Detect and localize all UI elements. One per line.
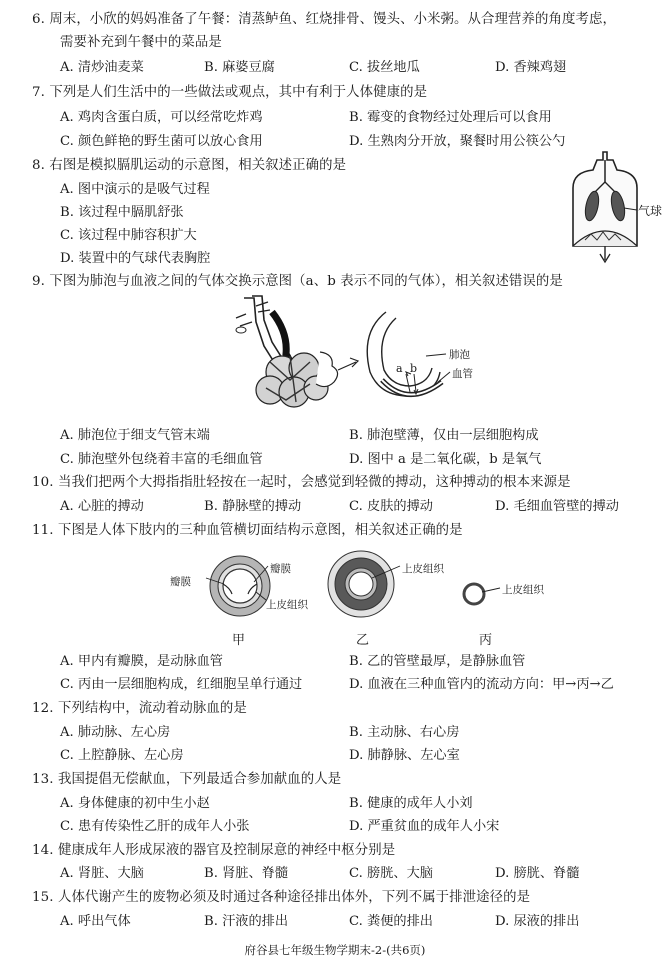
q11-jia-epithelium-label: 上皮组织 xyxy=(266,599,308,611)
q8-stem: 8. 右图是模拟膈肌运动的示意图，相关叙述正确的是 xyxy=(32,158,347,173)
q7-option-d: D. 生熟肉分开放，聚餐时用公筷公勺 xyxy=(349,134,566,149)
q8-option-d: D. 装置中的气球代表胸腔 xyxy=(60,251,211,266)
q9-option-c: C. 肺泡壁外包绕着丰富的毛细血管 xyxy=(60,452,263,467)
q12-option-a: A. 肺动脉、左心房 xyxy=(60,725,171,740)
q9-vessel-label: 血管 xyxy=(452,368,473,380)
q13-option-b: B. 健康的成年人小刘 xyxy=(349,796,473,811)
q10-option-c: C. 皮肤的搏动 xyxy=(349,499,433,514)
q7-option-b: B. 霉变的食物经过处理后可以食用 xyxy=(349,110,552,125)
q9-option-b: B. 肺泡壁薄，仅由一层细胞构成 xyxy=(349,428,539,443)
q14-option-b: B. 肾脏、脊髓 xyxy=(204,866,289,881)
q6-option-a: A. 清炒油麦菜 xyxy=(60,60,144,75)
q13-option-a: A. 身体健康的初中生小赵 xyxy=(60,796,210,811)
q11-caption-bing: 丙 xyxy=(479,633,493,648)
q6-option-b: B. 麻婆豆腐 xyxy=(204,60,275,75)
q12-option-d: D. 肺静脉、左心室 xyxy=(349,748,460,763)
q6-stem: 6. 周末，小欣的妈妈准备了午餐：清蒸鲈鱼、红烧排骨、馒头、小米粥。从合理营养的角度考虑， xyxy=(32,12,616,27)
q11-jia-valve-right-label: 瓣膜 xyxy=(270,563,291,575)
q7-option-a: A. 鸡肉含蛋白质，可以经常吃炸鸡 xyxy=(60,110,263,125)
q13-stem: 13. 我国提倡无偿献血，下列最适合参加献血的人是 xyxy=(32,772,342,787)
q15-option-a: A. 呼出气体 xyxy=(60,914,131,929)
q9-stem: 9. 下图为肺泡与血液之间的气体交换示意图（a、b 表示不同的气体），相关叙述错误的是 xyxy=(32,274,563,289)
q6-option-c: C. 拔丝地瓜 xyxy=(349,60,420,75)
q8-balloon-label: 气球 xyxy=(638,204,663,218)
q9-option-d: D. 图中 a 是二氧化碳，b 是氧气 xyxy=(349,452,542,467)
q7-stem: 7. 下列是人们生活中的一些做法或观点，其中有利于人体健康的是 xyxy=(32,85,428,100)
q11-yi-epithelium-label: 上皮组织 xyxy=(402,563,444,575)
q14-option-c: C. 膀胱、大脑 xyxy=(349,866,433,881)
q11-option-a: A. 甲内有瓣膜，是动脉血管 xyxy=(60,654,223,669)
q14-option-a: A. 肾脏、大脑 xyxy=(60,866,144,881)
q11-caption-jia: 甲 xyxy=(232,633,246,648)
q12-option-b: B. 主动脉、右心房 xyxy=(349,725,460,740)
q9-gas-b-label: b xyxy=(410,362,418,375)
q12-option-c: C. 上腔静脉、左心房 xyxy=(60,748,184,763)
q7-option-c: C. 颜色鲜艳的野生菌可以放心食用 xyxy=(60,134,263,149)
vessel-cross-sections-figure xyxy=(190,548,520,630)
q6-option-d: D. 香辣鸡翅 xyxy=(495,60,567,75)
q9-alveolus-label: 肺泡 xyxy=(449,349,470,361)
q10-option-b: B. 静脉壁的搏动 xyxy=(204,499,302,514)
q11-bing-epithelium-label: 上皮组织 xyxy=(502,584,544,596)
q8-option-a: A. 图中演示的是吸气过程 xyxy=(60,182,210,197)
q10-option-a: A. 心脏的搏动 xyxy=(60,499,144,514)
q12-stem: 12. 下列结构中，流动着动脉血的是 xyxy=(32,701,247,716)
q11-caption-yi: 乙 xyxy=(356,633,370,648)
q9-option-a: A. 肺泡位于细支气管末端 xyxy=(60,428,210,443)
q6-stem-cont: 需要补充到午餐中的菜品是 xyxy=(60,35,222,50)
q15-option-d: D. 尿液的排出 xyxy=(495,914,580,929)
q15-option-b: B. 汗液的排出 xyxy=(204,914,289,929)
q11-option-c: C. 丙由一层细胞构成，红细胞呈单行通过 xyxy=(60,677,303,692)
q15-option-c: C. 粪便的排出 xyxy=(349,914,433,929)
q13-option-c: C. 患有传染性乙肝的成年人小张 xyxy=(60,819,250,834)
q15-stem: 15. 人体代谢产生的废物必须及时通过各种途径排出体外，下列不属于排泄途径的是 xyxy=(32,890,531,905)
q11-option-b: B. 乙的管壁最厚，是静脉血管 xyxy=(349,654,526,669)
q10-option-d: D. 毛细血管壁的搏动 xyxy=(495,499,619,514)
q11-stem: 11. 下图是人体下肢内的三种血管横切面结构示意图，相关叙述正确的是 xyxy=(32,523,463,538)
q8-option-c: C. 该过程中肺容积扩大 xyxy=(60,228,197,243)
alveoli-figure xyxy=(230,292,480,417)
page-footer: 府谷县七年级生物学期末-2-(共6页) xyxy=(244,943,426,957)
q8-option-b: B. 该过程中膈肌舒张 xyxy=(60,205,184,220)
q14-option-d: D. 膀胱、脊髓 xyxy=(495,866,580,881)
q11-option-d: D. 血液在三种血管内的流动方向：甲→丙→乙 xyxy=(349,677,614,692)
q14-stem: 14. 健康成年人形成尿液的器官及控制尿意的神经中枢分别是 xyxy=(32,843,396,858)
q9-gas-a-label: a xyxy=(396,362,403,375)
q11-jia-valve-left-label: 瓣膜 xyxy=(170,576,191,588)
q13-option-d: D. 严重贫血的成年人小宋 xyxy=(349,819,500,834)
q10-stem: 10. 当我们把两个大拇指指肚轻按在一起时，会感觉到轻微的搏动，这种搏动的根本来源是 xyxy=(32,475,571,490)
